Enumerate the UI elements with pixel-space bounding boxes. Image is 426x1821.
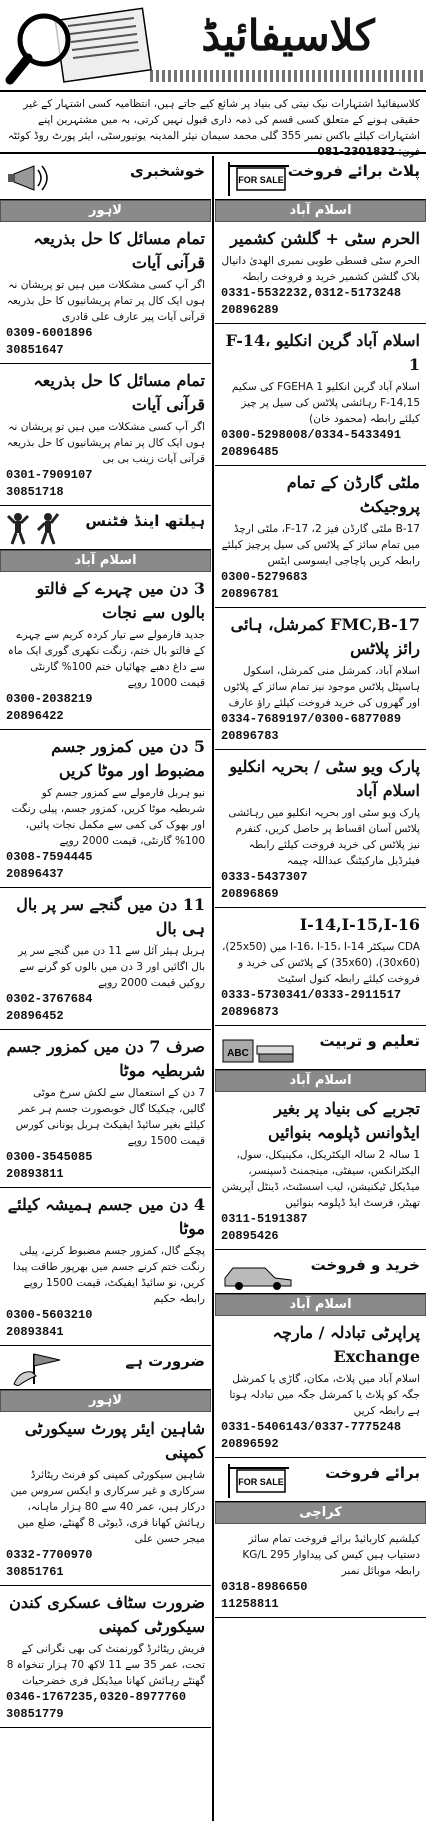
ad-body-text: نیو ہربل فارمولے سے کمزور جسم کو شربطیہ موٹا کریں، کمزور جسم، پیلی رنگت اور بھوک کی کمی سے مکمل نجات پائیں، 100% گارنٹی، قیمت 2000 روپے <box>11 787 205 847</box>
right-column <box>215 156 426 1618</box>
ad-body-text: اگر آپ کسی مشکلات میں ہیں تو پریشان نہ ہوں ایک کال پر تمام پریشانیوں کا حل بذریعہ قرآنی آیات زینب بی بی <box>6 421 205 465</box>
newspaper-magnifier-icon <box>4 4 154 88</box>
city-bar: کراچی <box>215 1502 426 1524</box>
city-bar: اسلام آباد <box>215 200 426 222</box>
category-header <box>215 1250 426 1294</box>
notice-text: کلاسیفائیڈ اشتہارات نیک نیتی کی بنیاد پر شائع کیے جاتے ہیں، انتظامیہ کسی اشتہار کے غیر حقیقی ہونے کے متعلق کسی قسم کی ذمہ داری قبول نہیں کرتی، بہ میں مشتہرین اپنے اشتہارات کیلئے باکس نمبر 355 گلی محمد سیمان نیئر المدینہ یونیورسٹی، ایئر پورٹ روڈ کوئٹہ فون: <box>7 98 420 158</box>
classified-ad <box>0 1586 211 1728</box>
notice-divider <box>0 152 426 154</box>
ad-phone-number: 0331-5532232,0312-5173248 <box>221 286 402 300</box>
city-bar: اسلام آباد <box>0 550 211 572</box>
ad-heading: ضرورت سٹاف عسکری کندن سیکورٹی کمپنی <box>9 1593 205 1636</box>
category-header <box>0 1346 211 1390</box>
ad-heading: صرف 7 دن میں کمزور جسم شربطیہ موٹا <box>6 1037 205 1080</box>
svg-text:ABC: ABC <box>227 1048 249 1059</box>
category-header <box>215 156 426 200</box>
books-icon <box>219 1030 299 1066</box>
ad-body-text: جدید فارمولے سے تیار کردہ کریم سے چہرے کے فالتو بال ختم، زنگت نکھری گوری ایک ماہ سے داغ دھبے چھائیاں ختم 100% گارنٹی قیمت 1000 روپے <box>7 629 205 689</box>
ad-phone-number: 0300-3545085 <box>6 1150 93 1164</box>
ad-phone-number: 0333-5437307 <box>221 870 308 884</box>
ad-heading: پراپرٹی تبادلہ / مارچہ Exchange <box>272 1323 420 1366</box>
ad-phone-number: 0333-5730341/0333-2911517 <box>221 988 402 1002</box>
classified-ad <box>215 1092 426 1250</box>
ad-heading: الحرم سٹی + گلشن کشمیر <box>230 229 420 248</box>
classified-ad <box>215 1524 426 1618</box>
classified-ad <box>215 1316 426 1458</box>
svg-text:FOR SALE: FOR SALE <box>238 1477 284 1487</box>
masthead <box>0 0 426 92</box>
left-column <box>0 156 211 1728</box>
ad-heading: 11 دن میں گنجے سر پر بال ہی بال <box>16 895 205 938</box>
ad-reference-number: 20896289 <box>221 303 279 317</box>
ad-reference-number: 11258811 <box>221 1597 279 1611</box>
classified-ad <box>215 466 426 608</box>
ad-body-text: 1 سالہ 2 سالہ الیکٹریکل، مکینیکل، سول، الیکٹرانکس، سیفٹی، مینجمنٹ ڈسپنسر، میڈیکل ٹیکنیشن، لیب اسسٹنٹ، ڈینٹل آپریشن تھیٹر، فرسٹ ایڈ ڈپلومہ بنوائیں <box>221 1149 420 1209</box>
ad-reference-number: 20893841 <box>6 1325 64 1339</box>
fitness-icon <box>4 510 84 546</box>
classified-ad <box>215 908 426 1026</box>
ad-reference-number: 20896873 <box>221 1005 279 1019</box>
ad-phone-number: 0311-5191387 <box>221 1212 308 1226</box>
classified-ad <box>0 1412 211 1586</box>
category-title: ضرورت ہے <box>125 1352 205 1370</box>
classified-ad <box>0 888 211 1030</box>
megaphone-icon <box>4 160 84 196</box>
hand-flag-icon <box>4 1350 84 1386</box>
category-title: خوشخبری <box>130 162 205 180</box>
ad-body-text: ہربل ہیئر آئل سے 11 دن میں گنجے سر پر بال اگائیں اور 3 دن میں بالوں کو گرنے سے روکیں قیمت 2000 روپے <box>18 945 205 989</box>
ad-phone-number: 0308-7594445 <box>6 850 93 864</box>
ad-heading: شاہین ایئر پورٹ سیکورٹی کمپنی <box>24 1419 205 1462</box>
ad-phone-number: 0300-5298008/0334-5433491 <box>221 428 402 442</box>
ad-heading: تمام مسائل کا حل بذریعہ قرآنی آیات <box>33 371 205 414</box>
ad-body-text: CDA سیکٹر I-16، I-15، I-14 میں (25x50)، (30x60)، (35x60) کے پلاٹس کی خرید و فروخت کیلئے رابطہ کنول اسٹیٹ <box>221 941 420 985</box>
ad-heading: پارک ویو سٹی / بحریہ انکلیو اسلام آباد <box>229 757 420 800</box>
classified-ad <box>215 324 426 466</box>
ad-reference-number: 20893811 <box>6 1167 64 1181</box>
ad-body-text: کیلشیم کاربائیڈ برائے فروخت تمام سائز دستیاب ہیں کیس کی پیداوار 295 KG/L رابطہ موبائل نمبر <box>242 1533 420 1577</box>
city-bar: اسلام آباد <box>215 1070 426 1092</box>
ad-heading: اسلام آباد گرین انکلیو F-14، 1 <box>225 331 420 374</box>
ad-phone-number: 0301-7909107 <box>6 468 93 482</box>
ad-heading: 5 دن میں کمزور جسم مضبوط اور موٹا کریں <box>51 737 205 780</box>
ad-phone-number: 0318-8986650 <box>221 1580 308 1594</box>
classified-ad <box>0 222 211 364</box>
ad-phone-number: 0300-5279683 <box>221 570 308 584</box>
category-title: برائے فروخت <box>325 1464 420 1482</box>
ad-reference-number: 30851718 <box>6 485 64 499</box>
ad-reference-number: 20895426 <box>221 1229 279 1243</box>
city-bar: اسلام آباد <box>215 1294 426 1316</box>
ad-reference-number: 30851779 <box>6 1707 64 1721</box>
ad-reference-number: 20896783 <box>221 729 279 743</box>
ad-phone-number: 0300-5603210 <box>6 1308 93 1322</box>
car-icon <box>219 1254 299 1290</box>
ad-heading: I-14,I-15,I-16 <box>299 915 420 934</box>
ad-body-text: شاہین سیکورٹی کمپنی کو فرنٹ ریٹائرڈ سرکاری و غیر سرکاری و ایکس سروس مین درکار ہیں، عمر 40 سے 80 ہزار ماہانہ، رہائش کھانا فری، ڈیوٹی 8 گھنٹے، ضلع میں میجر حسن علی <box>10 1469 205 1545</box>
ad-heading: FMC,B-17 کمرشل، ہائی رائز پلاٹس <box>230 615 420 658</box>
masthead-rule <box>150 70 426 82</box>
category-title: ہیلتھ اینڈ فٹنس <box>85 512 205 530</box>
ad-body-text: اگر آپ کسی مشکلات میں ہیں تو پریشان نہ ہوں ایک کال پر تمام پریشانیوں کا حل بذریعہ قرآنی آیات پیر عارف علی قادری <box>6 279 205 323</box>
ad-reference-number: 30851761 <box>6 1565 64 1579</box>
classified-ad <box>0 364 211 506</box>
ad-phone-number: 0334-7689197/0300-6877089 <box>221 712 402 726</box>
classified-ad <box>215 750 426 908</box>
classified-ad <box>215 222 426 324</box>
ad-body-text: پچکے گال، کمزور جسم مضبوط کرنے، پیلی رنگت ختم کرنے جسم میں بھرپور طاقت پیدا کریں، نو سائیڈ ایفیکٹ، قیمت 1500 روپے رابطہ حکیم <box>13 1245 205 1305</box>
ad-reference-number: 30851647 <box>6 343 64 357</box>
classified-ad <box>0 572 211 730</box>
ad-reference-number: 20896869 <box>221 887 279 901</box>
disclaimer-notice <box>6 96 420 160</box>
ad-reference-number: 20896437 <box>6 867 64 881</box>
classified-ad <box>215 608 426 750</box>
ad-body-text: فریش ریٹائرڈ گورنمنٹ کی بھی نگرانی کے تحت، عمر 35 سے 11 لاکھ 70 ہزار تنخواہ 8 گھنٹے رہائش کھانا میڈیکل فری خضرحیات <box>6 1643 205 1687</box>
ad-heading: ملٹی گارڈن کے تمام پروجیکٹ <box>286 473 420 516</box>
ad-body-text: پارک ویو سٹی اور بحریہ انکلیو میں رہائشی پلاٹس آسان اقساط پر حاصل کریں، کنفرم نیز پلاٹس کی خرید فروخت کیلئے رابطہ فیئرڈیل مارکیٹنگ عبداللہ چیمہ <box>228 807 420 867</box>
classified-ad <box>0 1188 211 1346</box>
ad-heading: 3 دن میں چہرے کے فالتو بالوں سے نجات <box>36 579 205 622</box>
ad-body-text: 7 دن کے استعمال سے لکش سرخ موٹی گالیں، چیکیکا گال خوبصورت جسم ہر عمر کیلئے بغیر سائیڈ ایفیکٹ ہربل یونانی کورس قیمت 1500 روپے <box>15 1087 205 1147</box>
column-divider <box>212 156 214 1821</box>
ad-phone-number: 0302-3767684 <box>6 992 93 1006</box>
ad-body-text: B-17 ملٹی گارڈن فیز 2، F-17، ملٹی ارچڈ میں تمام سائز کے پلاٹس کی سیل پرچیز کیلئے رابطہ کریں پاچاجی ایسوسی ایٹس <box>221 523 420 567</box>
category-header <box>215 1026 426 1070</box>
category-title: تعلیم و تربیت <box>319 1032 420 1050</box>
notice-phone: 081-2301832 <box>317 146 395 158</box>
city-bar: لاہور <box>0 1390 211 1412</box>
ad-phone-number: 0332-7700970 <box>6 1548 93 1562</box>
ad-heading: تجربے کی بنیاد پر بغیر ایڈوانس ڈپلومہ بنوائیں <box>268 1099 420 1142</box>
ad-reference-number: 20896485 <box>221 445 279 459</box>
for-sale-sign-icon <box>219 1462 299 1498</box>
ad-body-text: اسلام آباد گرین انکلیو FGEHA 1 کی سکیم F-14,15 رہائشی پلاٹس کی سیل پر چیز کیلئے رابطہ (محمود خان) <box>231 381 420 425</box>
ad-body-text: الحرم سٹی قسطی طوبی نمبری الھدیٰ دانیال بلاک گلشن کشمیر خرید و فروخت رابطہ <box>221 255 420 283</box>
page-title: کلاسیفائیڈ <box>201 11 375 60</box>
ad-reference-number: 20896452 <box>6 1009 64 1023</box>
category-header <box>215 1458 426 1502</box>
svg-text:FOR SALE: FOR SALE <box>238 175 284 185</box>
ad-phone-number: 0346-1767235,0320-8977760 <box>6 1690 187 1704</box>
ad-reference-number: 20896422 <box>6 709 64 723</box>
ad-reference-number: 20896592 <box>221 1437 279 1451</box>
classified-ad <box>0 1030 211 1188</box>
ad-phone-number: 0309-6001896 <box>6 326 93 340</box>
ad-body-text: اسلام آباد، کمرشل منی کمرشل، اسکول ہاسپٹل پلاٹس موجود نیز تمام سائز کے پلاٹوں اور گھروں کی خرید فروخت کیلئے راؤ عارف <box>223 665 420 709</box>
category-header <box>0 156 211 200</box>
category-title: خرید و فروخت <box>310 1256 420 1274</box>
category-title: پلاٹ برائے فروخت <box>287 162 420 180</box>
ad-reference-number: 20896781 <box>221 587 279 601</box>
ad-phone-number: 0300-2038219 <box>6 692 93 706</box>
ad-heading: 4 دن میں جسم ہمیشہ کیلئے موٹا <box>7 1195 205 1238</box>
classified-ad <box>0 730 211 888</box>
ad-phone-number: 0331-5406143/0337-7775248 <box>221 1420 402 1434</box>
city-bar: لاہور <box>0 200 211 222</box>
category-header <box>0 506 211 550</box>
ad-heading: تمام مسائل کا حل بذریعہ قرآنی آیات <box>33 229 205 272</box>
ad-body-text: اسلام آباد میں پلاٹ، مکان، گاڑی یا کمرشل جگہ کو پلاٹ یا کمرشل جگہ میں تبادلہ ہوتا ہے رابطہ کریں <box>229 1373 420 1417</box>
